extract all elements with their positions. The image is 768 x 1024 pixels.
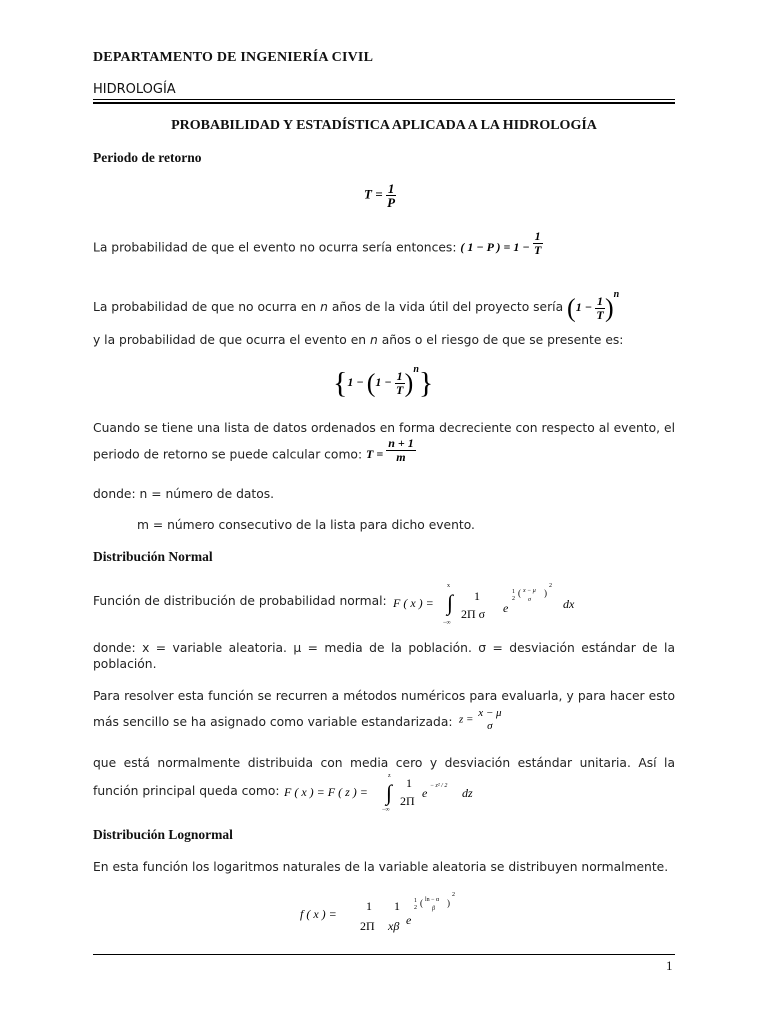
svg-text:−∞: −∞ xyxy=(443,620,451,626)
equation-ordered-return-period: T = $\frac{n + 1}{m}$ xyxy=(366,436,414,464)
svg-text:∫: ∫ xyxy=(386,780,393,805)
department-header: DEPARTAMENTO DE INGENIERÍA CIVIL xyxy=(93,50,374,65)
svg-text:dz: dz xyxy=(462,786,473,800)
svg-text:2: 2 xyxy=(549,583,552,589)
svg-text:− z² / 2: − z² / 2 xyxy=(430,783,448,789)
svg-text:2Π: 2Π xyxy=(400,794,415,808)
svg-text:1: 1 xyxy=(414,898,417,904)
svg-text:1: 1 xyxy=(394,899,400,913)
svg-text:1: 1 xyxy=(406,776,412,790)
svg-text:1: 1 xyxy=(474,589,480,603)
equation-n-years: (1 − $\frac{1}{T}$ )$^n$ xyxy=(567,289,620,323)
svg-text:): ) xyxy=(544,588,547,598)
svg-text:ln − α: ln − α xyxy=(425,897,440,903)
section-heading-return-period: Periodo de retorno xyxy=(93,150,202,165)
document-title: PROBABILIDAD Y ESTADÍSTICA APLICADA A LA HIDROLOGÍA xyxy=(171,118,597,133)
svg-text:(: ( xyxy=(420,898,423,908)
header-rule-thin xyxy=(93,99,675,100)
subject-header: HIDROLOGÍA xyxy=(93,82,176,97)
svg-text:xβ: xβ xyxy=(388,919,400,933)
paragraph-standardized-line1: Para resolver esta función se recurren a métodos numéricos para evaluarla, y para hacer esto xyxy=(93,689,675,703)
svg-text:z: z xyxy=(388,773,391,779)
svg-text:f ( x ) =: f ( x ) = xyxy=(300,907,337,921)
paragraph-n-years-probability: La probabilidad de que no ocurra en n años de la vida útil del proyecto sería (1 − $\frac{1}{T}$ )$^n$ xyxy=(93,289,620,323)
svg-text:1: 1 xyxy=(512,589,515,595)
equation-standardized-variable: z = x − μ σ xyxy=(459,707,502,732)
svg-text:(: ( xyxy=(518,588,521,598)
page-number: 1 xyxy=(666,958,673,973)
paragraph-normal-function: Función de distribución de probabilidad normal: xyxy=(93,594,387,608)
svg-text:F ( x ) = F ( z ) =: F ( x ) = F ( z ) = xyxy=(284,785,368,799)
equation-no-event: ( 1 − P ) = 1 − $\frac{1}{T}$ xyxy=(460,229,542,257)
equation-return-period: T = $\frac{1}{P}$ xyxy=(364,181,396,210)
paragraph-risk: y la probabilidad de que ocurra el evento en n años o el riesgo de que se presente es: xyxy=(93,333,624,347)
paragraph-normal-variables-line1: donde: x = variable aleatoria. μ = media de la población. σ = desviación estándar de la xyxy=(93,641,675,655)
svg-text:1: 1 xyxy=(366,899,372,913)
svg-text:2: 2 xyxy=(512,596,515,602)
paragraph-lognormal: En esta función los logaritmos naturales de la variable aleatoria se distribuyen normalmente. xyxy=(93,860,669,874)
definition-m: m = número consecutivo de la lista para dicho evento. xyxy=(137,518,475,532)
paragraph-standardized-line2: más sencillo se ha asignado como variable estandarizada: xyxy=(93,715,453,729)
svg-text:dx: dx xyxy=(563,597,575,611)
svg-text:2: 2 xyxy=(452,892,455,898)
paragraph-normal-variables-line2: población. xyxy=(93,657,157,671)
paragraph-ordered-data-line1: Cuando se tiene una lista de datos ordenados en forma decreciente con respecto al evento, el xyxy=(93,421,675,435)
equation-standard-normal xyxy=(282,770,502,814)
definition-n: donde: n = número de datos. xyxy=(93,487,275,501)
svg-text:σ: σ xyxy=(528,597,531,603)
svg-text:): ) xyxy=(447,898,450,908)
header-rule-thick xyxy=(93,102,675,104)
svg-text:e: e xyxy=(406,913,412,927)
footer-rule xyxy=(93,954,675,955)
svg-text:2Π σ: 2Π σ xyxy=(461,607,486,621)
svg-text:2: 2 xyxy=(414,905,417,911)
equation-lognormal-distribution xyxy=(300,888,490,938)
equation-risk: {1 − (1 − $\frac{1}{T}$ )$^n$} xyxy=(333,364,434,400)
svg-text:β: β xyxy=(432,906,435,912)
svg-text:x − μ: x − μ xyxy=(523,588,536,594)
svg-text:e: e xyxy=(503,601,509,615)
svg-text:F ( x ) =: F ( x ) = xyxy=(393,596,434,610)
svg-text:e: e xyxy=(422,786,428,800)
paragraph-standard-normal-line2: función principal queda como: xyxy=(93,784,280,798)
paragraph-no-event-probability: La probabilidad de que el evento no ocurra sería entonces: ( 1 − P ) = 1 − $\frac{1}{T}$ xyxy=(93,229,542,257)
section-heading-normal: Distribución Normal xyxy=(93,549,213,564)
equation-normal-distribution xyxy=(391,580,591,628)
svg-text:∫: ∫ xyxy=(447,590,454,615)
svg-text:x: x xyxy=(447,583,450,589)
paragraph-ordered-data-line2: periodo de retorno se puede calcular como: T = $\frac{n + 1}{m}$ xyxy=(93,436,414,464)
paragraph-standard-normal-line1: que está normalmente distribuida con media cero y desviación estándar unitaria. Así la xyxy=(93,756,675,770)
svg-text:2Π: 2Π xyxy=(360,919,375,933)
svg-text:−∞: −∞ xyxy=(382,807,390,813)
section-heading-lognormal: Distribución Lognormal xyxy=(93,827,233,842)
